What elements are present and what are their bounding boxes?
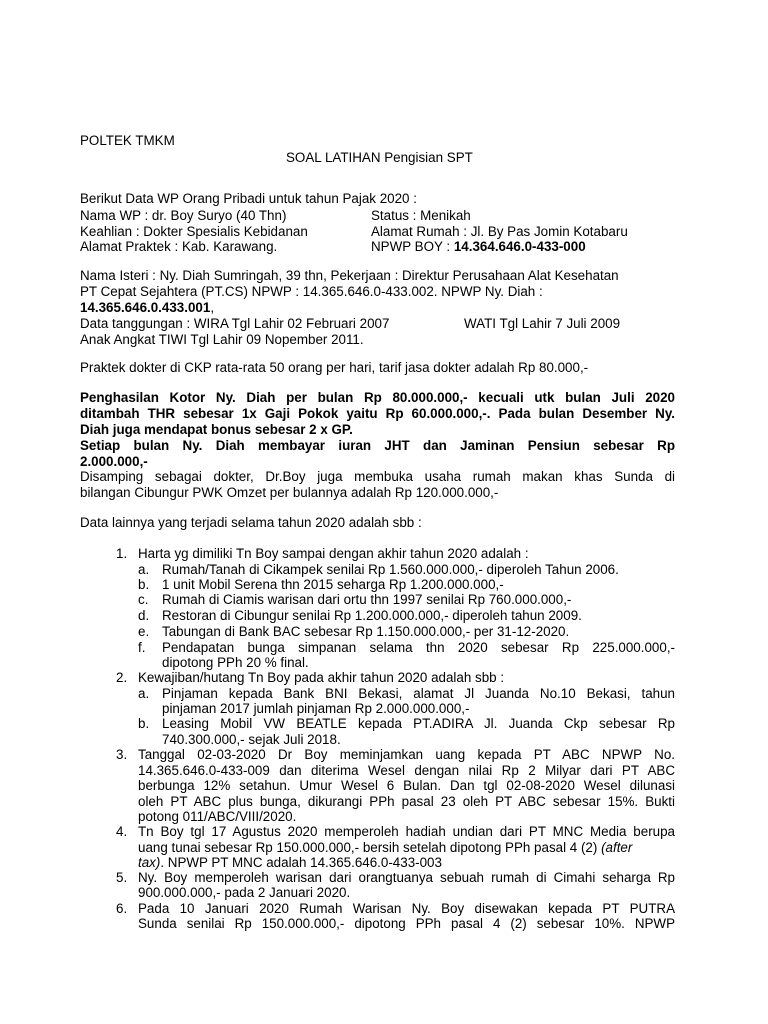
sub-letter: c. bbox=[138, 592, 149, 607]
istri-npwp bbox=[80, 300, 214, 316]
istri-npwp-tail: , bbox=[210, 300, 215, 315]
wp-alamat-praktek: Alamat Praktek : Kab. Karawang. bbox=[80, 239, 278, 254]
wp-keahlian: Keahlian : Dokter Spesialis Kebidanan bbox=[80, 224, 308, 239]
sub-letter: a. bbox=[138, 562, 150, 577]
item-2a-line1 bbox=[162, 686, 675, 702]
penghasilan-line4-text: Setiap bulan Ny. Diah membayar iuran JHT dan Jaminan Pensiun sebesar Rp bbox=[80, 438, 675, 453]
item-1c: Rumah di Ciamis warisan dari ortu thn 1997 senilai Rp 760.000.000,- bbox=[162, 592, 572, 607]
item-4-line3-text: . NPWP PT MNC adalah 14.365.646.0-433-003 bbox=[160, 855, 442, 870]
item-6-line2 bbox=[138, 916, 675, 932]
item-number: 1. bbox=[116, 546, 128, 561]
item-3-line4 bbox=[138, 794, 675, 810]
data-lainnya: Data lainnya yang terjadi selama tahun 2020 adalah sbb : bbox=[80, 515, 422, 530]
penghasilan-line2 bbox=[80, 406, 675, 422]
item-3-line5: potong 011/ABC/VIII/2020. bbox=[138, 809, 297, 824]
item-4-line2 bbox=[138, 840, 632, 856]
sub-letter: b. bbox=[138, 577, 150, 592]
item-4-line2-text: uang tunai sebesar Rp 150.000.000,- bersih setelah dipotong PPh pasal 4 (2) bbox=[138, 840, 598, 855]
wp-npwp bbox=[371, 239, 586, 255]
wp-status: Status : Menikah bbox=[371, 208, 471, 223]
item-2b-line1 bbox=[162, 716, 675, 732]
item-6-line2-text: Sunda senilai Rp 150.000.000,- dipotong PPh pasal 4 (2) sebesar 10%. NPWP bbox=[138, 916, 675, 931]
sub-letter: e. bbox=[138, 624, 150, 639]
wp-nama: Nama WP : dr. Boy Suryo (40 Thn) bbox=[80, 208, 287, 223]
item-2a-line1-text: Pinjaman kepada Bank BNI Bekasi, alamat Jl Juanda No.10 Bekasi, tahun bbox=[162, 686, 675, 701]
wp-intro: Berikut Data WP Orang Pribadi untuk tahun Pajak 2020 : bbox=[80, 191, 417, 206]
item-3-line2 bbox=[138, 763, 675, 779]
penghasilan-line4 bbox=[80, 438, 675, 454]
praktek-text: Praktek dokter di CKP rata-rata 50 orang per hari, tarif jasa dokter adalah Rp 80.000,- bbox=[80, 360, 589, 375]
item-5-line1-text: Ny. Boy memperoleh warisan dari orangtuanya sebuah rumah di Cimahi seharga Rp bbox=[138, 870, 675, 885]
item-6-line1-text: Pada 10 Januari 2020 Rumah Warisan Ny. Boy disewakan kepada PT PUTRA bbox=[138, 901, 675, 916]
item-number: 2. bbox=[116, 670, 128, 685]
wp-alamat-rumah: Alamat Rumah : Jl. By Pas Jomin Kotabaru bbox=[371, 224, 628, 239]
item-number: 3. bbox=[116, 747, 128, 762]
npwp-label: NPWP BOY : bbox=[371, 239, 454, 254]
school-name: POLTEK TMKM bbox=[80, 133, 175, 148]
item-4-line1 bbox=[138, 824, 675, 840]
item-3-line3-text: berbunga 12% setahun. Umur Wesel 6 Bulan. Dan tgl 02-08-2020 Wesel dilunasi bbox=[138, 778, 675, 793]
istri-npwp-value: 14.365.646.0.433.001 bbox=[80, 300, 211, 315]
usaha-line2: bilangan Cibungur PWK Omzet per bulannya adalah Rp 120.000.000,- bbox=[80, 485, 499, 500]
item-1b: 1 unit Mobil Serena thn 2015 seharga Rp 1.200.000.000,- bbox=[162, 577, 504, 592]
item-number: 6. bbox=[116, 901, 128, 916]
item-number: 5. bbox=[116, 870, 128, 885]
item-3-line1 bbox=[138, 747, 675, 763]
item-6-line1 bbox=[138, 901, 675, 917]
item-4-line3 bbox=[138, 855, 442, 871]
item-1d: Restoran di Cibungur senilai Rp 1.200.000.000,- diperoleh tahun 2009. bbox=[162, 608, 582, 623]
penghasilan-line2-text: ditambah THR sebesar 1x Gaji Pokok yaitu Rp 60.000.000,-. Pada bulan Desember Ny. bbox=[80, 406, 675, 421]
item-2b-line2: 740.300.000,- sejak Juli 2018. bbox=[162, 732, 341, 747]
item-4-line1-text: Tn Boy tgl 17 Agustus 2020 memperoleh hadiah undian dari PT MNC Media berupa bbox=[138, 824, 675, 839]
npwp-value: 14.364.646.0-433-000 bbox=[453, 239, 586, 254]
tanggungan: Data tanggungan : WIRA Tgl Lahir 02 Februari 2007 bbox=[80, 316, 390, 331]
item-5-line1 bbox=[138, 870, 675, 886]
sub-letter: b. bbox=[138, 716, 150, 731]
item-number: 4. bbox=[116, 824, 128, 839]
item-4-italic-tax: tax) bbox=[138, 855, 161, 870]
page-title: SOAL LATIHAN Pengisian SPT bbox=[286, 150, 473, 165]
penghasilan-line3: Diah juga mendapat bonus sebesar 2 x GP. bbox=[80, 422, 353, 437]
tanggungan-wati: WATI Tgl Lahir 7 Juli 2009 bbox=[464, 316, 621, 331]
item-1f-line2: dipotong PPh 20 % final. bbox=[162, 655, 309, 670]
item-2a-line2: pinjaman 2017 jumlah pinjaman Rp 2.000.000.000,- bbox=[162, 701, 470, 716]
item-2-text: Kewajiban/hutang Tn Boy pada akhir tahun 2020 adalah sbb : bbox=[138, 670, 505, 685]
item-1a: Rumah/Tanah di Cikampek senilai Rp 1.560.000.000,- diperoleh Tahun 2006. bbox=[162, 562, 619, 577]
penghasilan-line1 bbox=[80, 390, 675, 406]
item-3-line3 bbox=[138, 778, 675, 794]
sub-letter: f. bbox=[138, 640, 146, 655]
penghasilan-line5: 2.000.000,- bbox=[80, 454, 148, 469]
item-1f-line1 bbox=[162, 640, 675, 656]
penghasilan-line1-text: Penghasilan Kotor Ny. Diah per bulan Rp 80.000.000,- kecuali utk bulan Juli 2020 bbox=[80, 390, 675, 405]
item-3-line1-text: Tanggal 02-03-2020 Dr Boy meminjamkan uang kepada PT ABC NPWP No. bbox=[138, 747, 675, 762]
sub-letter: a. bbox=[138, 686, 150, 701]
sub-letter: d. bbox=[138, 608, 150, 623]
item-2b-line1-text: Leasing Mobil VW BEATLE kepada PT.ADIRA Jl. Juanda Ckp sebesar Rp bbox=[162, 716, 675, 731]
item-3-line2-text: 14.365.646.0-433-009 dan diterima Wesel dengan nilai Rp 2 Milyar dari PT ABC bbox=[138, 763, 675, 778]
anak-angkat: Anak Angkat TIWI Tgl Lahir 09 Nopember 2011. bbox=[80, 332, 364, 347]
item-1f-line1-text: Pendapatan bunga simpanan selama thn 2020 sebesar Rp 225.000.000,- bbox=[162, 640, 675, 655]
item-1-text: Harta yg dimiliki Tn Boy sampai dengan akhir tahun 2020 adalah : bbox=[138, 546, 529, 561]
usaha-line1-text: Disamping sebagai dokter, Dr.Boy juga membuka usaha rumah makan khas Sunda di bbox=[80, 469, 675, 484]
item-3-line4-text: oleh PT ABC plus bunga, dikurangi PPh pasal 23 oleh PT ABC sebesar 15%. Bukti bbox=[138, 794, 675, 809]
usaha-line1 bbox=[80, 469, 675, 485]
item-1e: Tabungan di Bank BAC sebesar Rp 1.150.000.000,- per 31-12-2020. bbox=[162, 624, 570, 639]
istri-line1: Nama Isteri : Ny. Diah Sumringah, 39 thn, Pekerjaan : Direktur Perusahaan Alat Kesehatan bbox=[80, 268, 619, 283]
istri-line2: PT Cepat Sejahtera (PT.CS) NPWP : 14.365.646.0-433.002. NPWP Ny. Diah : bbox=[80, 284, 543, 299]
item-5-line2: 900.000.000,- pada 2 Januari 2020. bbox=[138, 885, 351, 900]
item-4-italic-after: (after bbox=[601, 840, 633, 855]
